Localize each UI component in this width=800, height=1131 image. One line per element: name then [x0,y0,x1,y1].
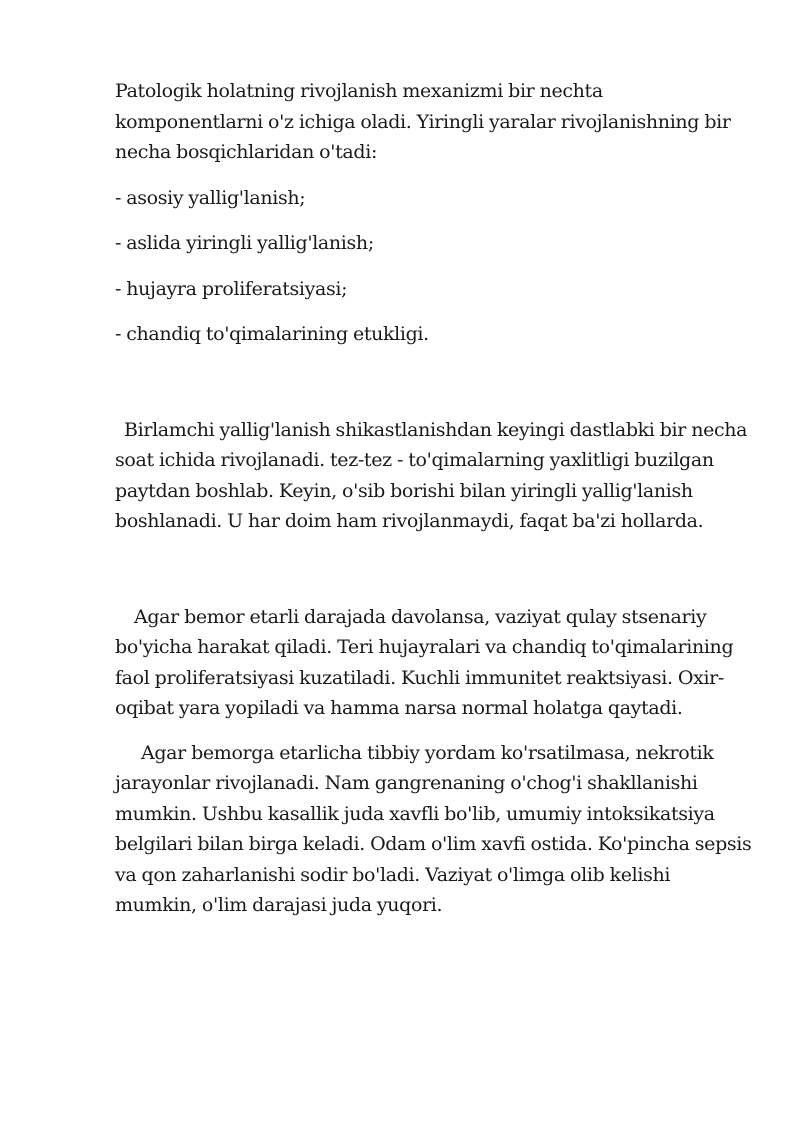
bullet-item: - aslida yiringli yallig'lanish; [115,232,374,254]
paragraph-necrotic-outcome: Agar bemorga etarlicha tibbiy yordam ko'rsatilmasa, nekrotik jarayonlar rivojlanadi. Nam gangrenaning o'chog'i shakllanishi mumkin. Ushbu kasallik juda xavfli bo'lib, umumiy intoksikatsiya belgilari bilan birga keladi. Odam o'lim xavfi ostida. Ko'pincha sepsis va qon zaharlanishi sodir bo'ladi. Vaziyat o'limga olib kelishi mumkin, o'lim darajasi juda yuqori. [115,741,752,916]
intro-paragraph: Patologik holatning rivojlanish mexanizmi bir nechta komponentlarni o'z ichiga oladi. Yiringli yaralar rivojlanishning bir necha bosqichlaridan o'tadi: [115,80,731,163]
document-page [115,76,755,921]
bullet-item: - hujayra proliferatsiyasi; [115,277,348,300]
paragraph-primary-inflammation: Birlamchi yallig'lanish shikastlanishdan keyingi dastlabki bir necha soat ichida rivojlanadi. tez-tez - to'qimalarning yaxlitligi buzilgan paytdan boshlab. Keyin, o'sib borishi bilan yiringli yallig'lanish boshlanadi. U har doim ham rivojlanmaydi, faqat ba'zi hollarda. [115,418,748,532]
paragraph-favorable-outcome: Agar bemor etarli darajada davolansa, vaziyat qulay stsenariy bo'yicha harakat qiladi. Teri hujayralari va chandiq to'qimalarining faol proliferatsiyasi kuzatiladi. Kuchli immunitet reaktsiyasi. Oxir-oqibat yara yopiladi va hamma narsa normal holatga qaytadi. [115,605,734,719]
bullet-item: - chandiq to'qimalarining etukligi. [115,323,429,345]
bullet-item: - asosiy yallig'lanish; [115,186,306,209]
